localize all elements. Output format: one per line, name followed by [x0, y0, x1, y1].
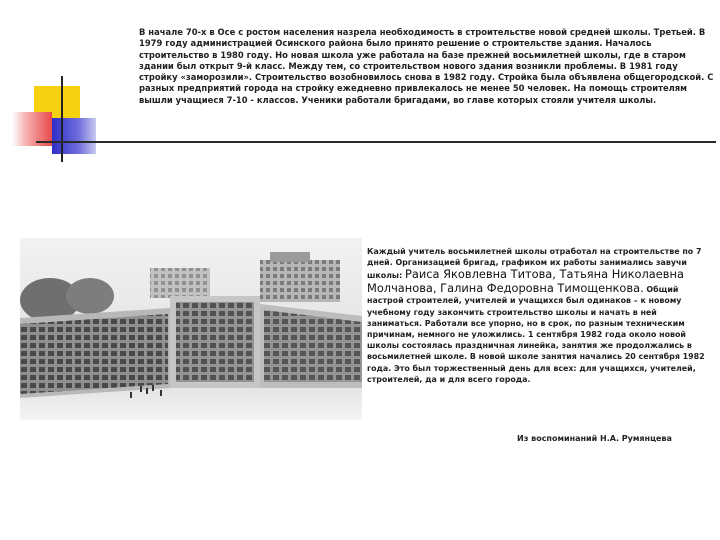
memoir-names: Раиса Яковлевна Титова, Татьяна Николаевна Молчанова, Галина Федоровна Тимощенкова. [367, 267, 684, 295]
memoir-text-end: Общий настрой строителей, учителей и учащихся был одинаков – к новому учебному году закончить строительство школы и начать в ней заниматься. Работали все упорно, но в срок, по разным техническим причинам, немного не уложились. 1 сентября 1982 года около новой школы состоялась праздничная линейка, занятия же продолжались в восьмилетней школе. В новой школе занятия начались 20 сентября 1982 года. Это был торжественный день для всех: для учащихся, учителей, строителей, да и для всего города. [367, 284, 705, 384]
memoir-paragraph [367, 246, 713, 385]
decor-blue-block [52, 118, 96, 154]
memoir-text-start: Каждый учитель восьмилетней школы отработал на строительстве по 7 дней. Организацией бригад, графиком их работы занимались завучи школы: [367, 247, 702, 281]
school-building-photo [20, 238, 362, 420]
decor-vertical-line [61, 76, 63, 162]
memoir-source: Из воспоминаний Н.А. Румянцева [517, 434, 672, 443]
decor-horizontal-rule [36, 141, 716, 143]
intro-paragraph: В начале 70-х в Осе с ростом населения назрела необходимость в строительстве новой средней школы. Третьей. В 1979 году администрацией Осинского района было принято решение о строительстве здания. Началось строительство в 1980 году. Но новая школа уже работала на базе прежней восьмилетней школы, где в старом здании был открыт 9-й класс. Между тем, со строительством нового здания возникли проблемы. В 1981 году стройку «заморозили». Строительство возобновилось снова в 1982 году. Стройка была объявлена общегородской. С разных предприятий города на стройку ежедневно привлекалось не менее 50 человек. На помощь строителям вышли учащиеся 7-10 - классов. Ученики работали бригадами, во главе которых стояли учителя школы. [139, 27, 714, 105]
school-building-illustration [20, 238, 362, 420]
